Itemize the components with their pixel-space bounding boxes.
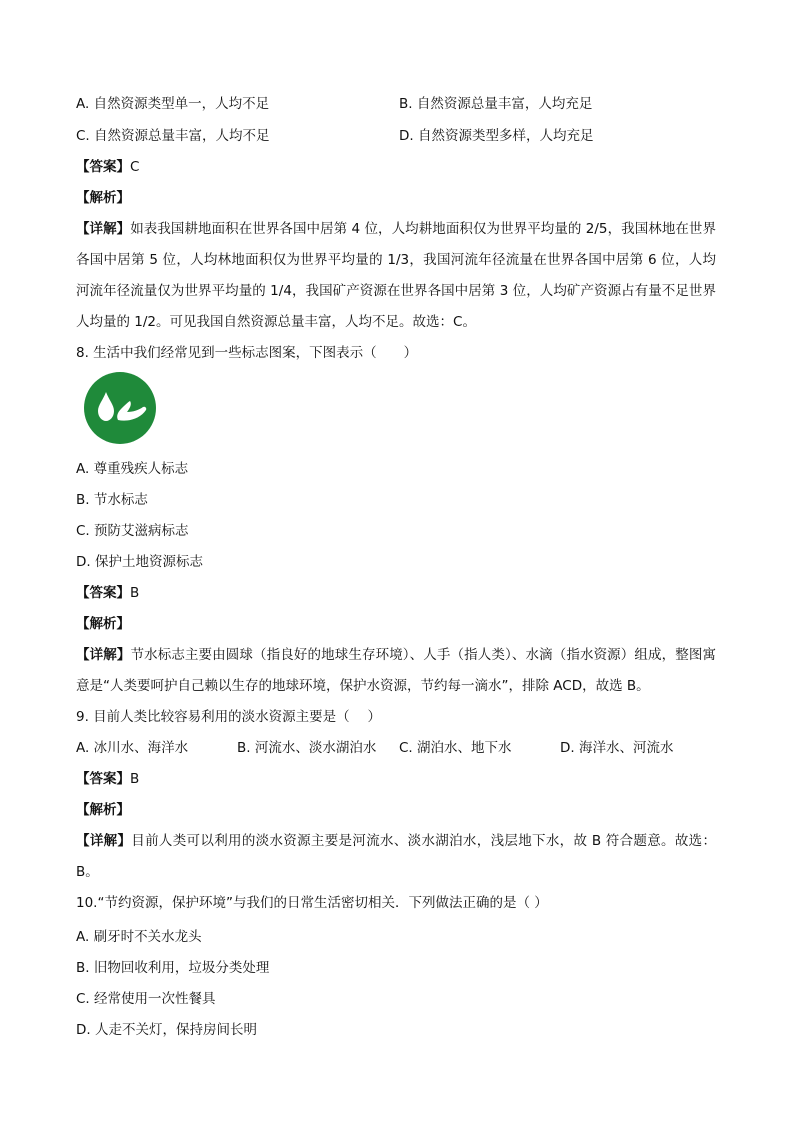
q9-stem: 9. 目前人类比较容易利用的淡水资源主要是（ ） xyxy=(76,709,381,725)
detail-text: 目前人类可以利用的淡水资源主要是河流水、淡水湖泊水，浅层地下水，故 B 符合题意。故选：B。 xyxy=(76,833,717,880)
q9-answer xyxy=(76,769,139,789)
q7-analysis-label: 【解析】 xyxy=(76,190,130,206)
detail-text: 节水标志主要由圆球（指良好的地球生存环境）、人手（指人类）、水滴（指水资源）组成，整图寓意是“人类要呵护自己赖以生存的地球环境，保护水资源，节约每一滴水”，排除 ACD，故选 B。 xyxy=(76,647,716,694)
q9-option-d: D. 海洋水、河流水 xyxy=(560,740,674,756)
q10-option-b: B. 旧物回收利用，垃圾分类处理 xyxy=(76,960,270,976)
detail-label: 【详解】 xyxy=(76,833,132,849)
q8-answer xyxy=(76,583,139,603)
q8-option-b: B. 节水标志 xyxy=(76,492,148,508)
answer-value: C xyxy=(130,159,140,175)
answer-label: 【答案】 xyxy=(76,771,130,787)
q8-option-c: C. 预防艾滋病标志 xyxy=(76,523,189,539)
q9-options-row xyxy=(76,738,716,758)
detail-label: 【详解】 xyxy=(76,221,131,237)
q7-option-c: C. 自然资源总量丰富，人均不足 xyxy=(76,128,270,144)
q7-options-row-1 xyxy=(76,94,716,114)
q9-option-c: C. 湖泊水、地下水 xyxy=(399,740,512,756)
detail-text: 如表我国耕地面积在世界各国中居第 4 位，人均耕地面积仅为世界平均量的 2/5，我国林地在世界各国中居第 5 位，人均林地面积仅为世界平均量的 1/3，我国河流年径流量在世界各国中居第 6 位，人均河流年径流量仅为世界平均量的 1/4，我国矿产资源在世界各国中居第 3 位，人均矿产资源占有量不足世界人均量的 1/2。可见我国自然资源总量丰富，人均不足。故选：C。 xyxy=(76,221,716,330)
q7-options-row-2 xyxy=(76,126,716,146)
q10-option-d: D. 人走不关灯，保持房间长明 xyxy=(76,1022,257,1038)
q8-analysis-label: 【解析】 xyxy=(76,616,130,632)
q10-option-c: C. 经常使用一次性餐具 xyxy=(76,991,216,1007)
q9-option-a: A. 冰川水、海洋水 xyxy=(76,740,189,756)
water-saving-logo-icon xyxy=(84,372,156,444)
q7-answer xyxy=(76,157,139,177)
q8-option-d: D. 保护土地资源标志 xyxy=(76,554,203,570)
q7-option-a: A. 自然资源类型单一，人均不足 xyxy=(76,96,270,112)
q7-detail xyxy=(76,214,716,338)
q8-stem: 8. 生活中我们经常见到一些标志图案，下图表示（ ） xyxy=(76,345,418,361)
q10-option-a: A. 刷牙时不关水龙头 xyxy=(76,929,202,945)
q7-option-b: B. 自然资源总量丰富，人均充足 xyxy=(399,96,593,112)
q10-stem: 10.“节约资源，保护环境”与我们的日常生活密切相关．下列做法正确的是（ ） xyxy=(76,895,548,911)
q8-option-a: A. 尊重残疾人标志 xyxy=(76,461,189,477)
q9-detail xyxy=(76,826,716,888)
q8-detail xyxy=(76,640,716,702)
answer-value: B xyxy=(130,585,140,601)
answer-label: 【答案】 xyxy=(76,585,130,601)
detail-label: 【详解】 xyxy=(76,647,131,663)
answer-value: B xyxy=(130,771,140,787)
answer-label: 【答案】 xyxy=(76,159,130,175)
q7-option-d: D. 自然资源类型多样，人均充足 xyxy=(399,128,594,144)
q9-option-b: B. 河流水、淡水湖泊水 xyxy=(237,740,377,756)
q9-analysis-label: 【解析】 xyxy=(76,802,130,818)
